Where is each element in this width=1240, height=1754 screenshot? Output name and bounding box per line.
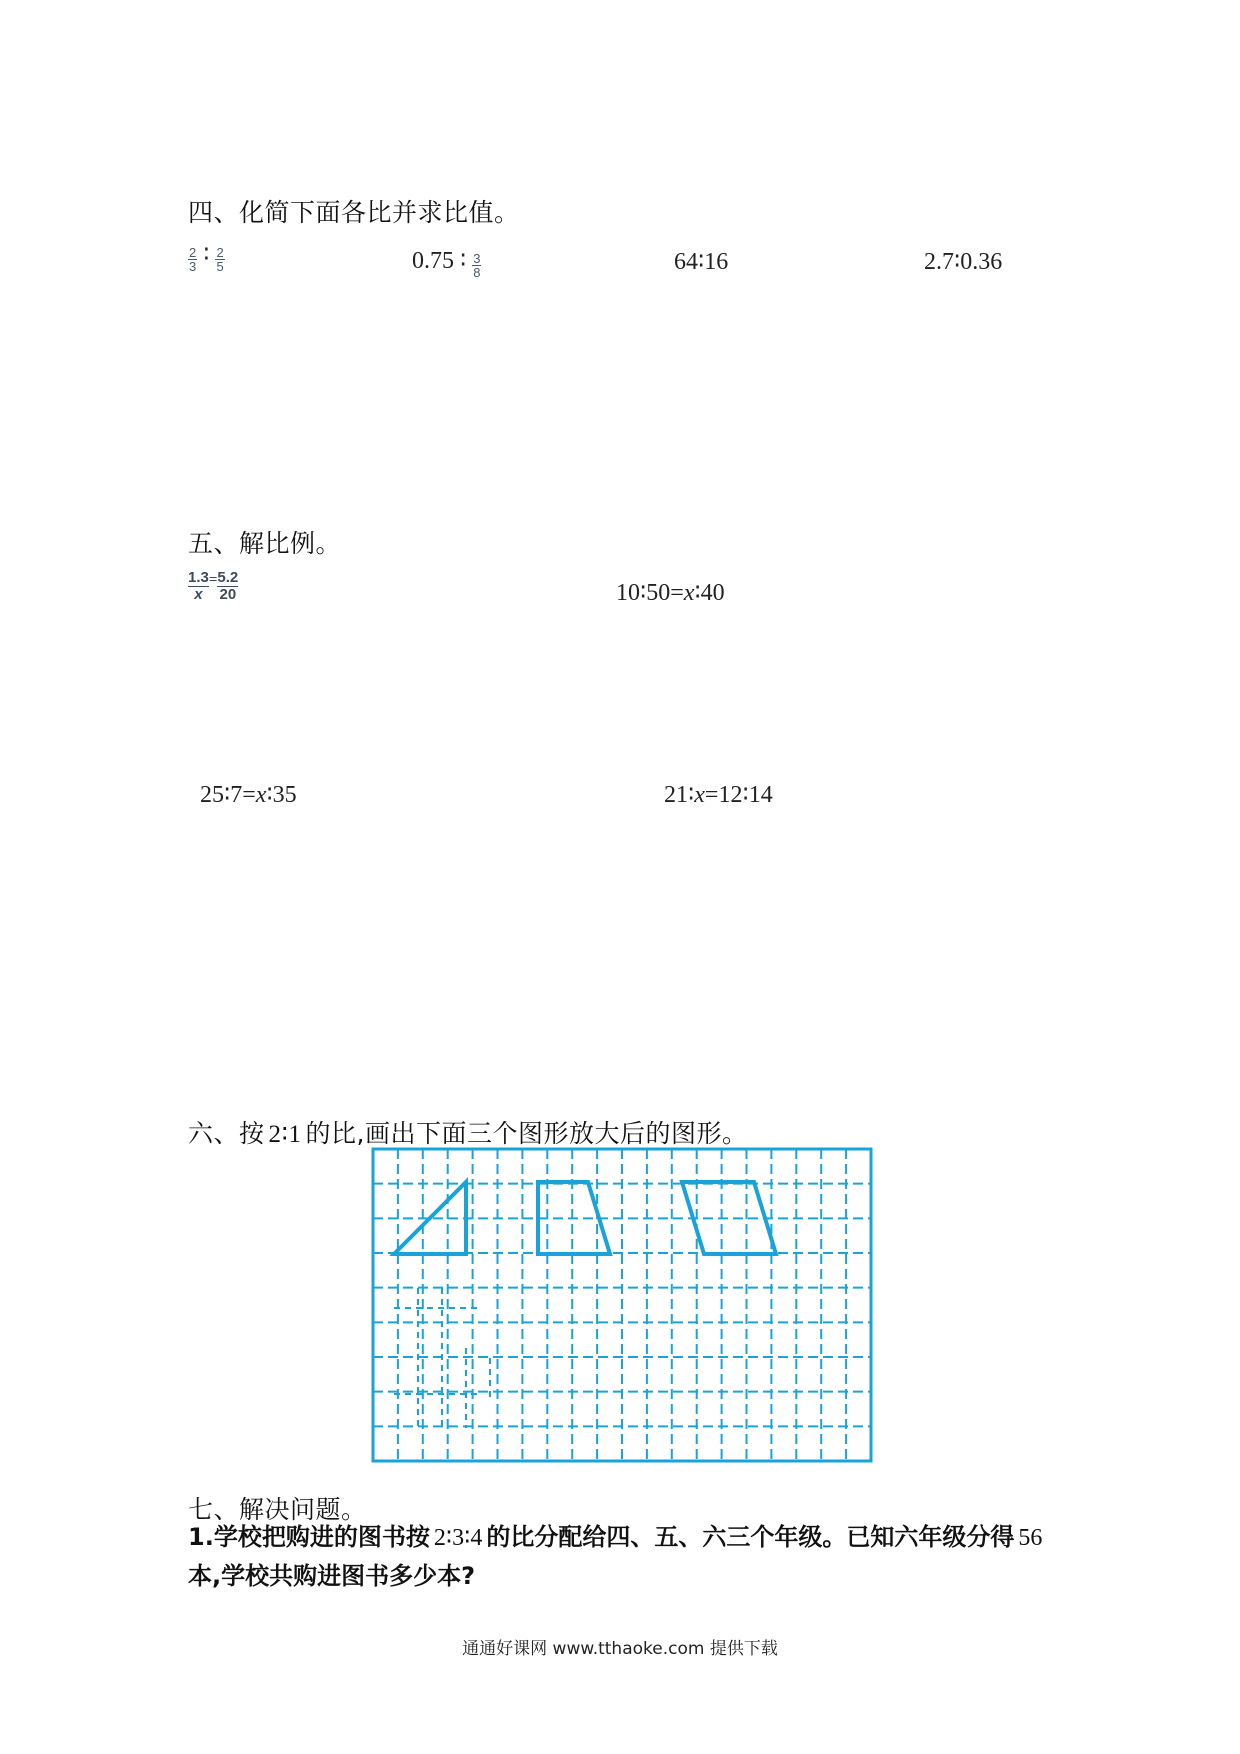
section4-heading: 四、化简下面各比并求比值。 <box>188 198 520 227</box>
fraction-a: $\frac{2}{3}$ <box>189 244 197 274</box>
fraction-b: $\frac{2}{5}$ <box>216 244 224 274</box>
fraction-left: $\frac{1.3}{x}$ <box>188 569 209 603</box>
grid-lines <box>373 1149 871 1461</box>
ratio-item-4: 2.7∶0.36 <box>924 249 1003 275</box>
fraction-b: $\frac{3}{8}$ <box>473 250 481 280</box>
proportion-2: 10∶50=x∶40 <box>616 580 725 606</box>
ratio-item-2: 0.75 ∶ $\frac{3}{8}$ <box>412 248 481 280</box>
ratio-item-1: $\frac{2}{3}$ ∶ $\frac{2}{5}$ <box>189 242 224 274</box>
proportion-3: 25∶7=x∶35 <box>200 782 297 808</box>
section5-heading: 五、解比例。 <box>188 529 342 558</box>
section7-heading: 七、解决问题。 <box>188 1495 367 1524</box>
footer-credit: 通通好课网 www.tthaoke.com 提供下载 <box>462 1639 778 1659</box>
ratio-item-3: 64∶16 <box>674 249 729 275</box>
fraction-right: $\frac{5.2}{20}$ <box>217 569 239 603</box>
section6-heading: 六、按 2∶1 的比,画出下面三个图形放大后的图形。 <box>188 1119 748 1148</box>
drawing-grid <box>372 1148 872 1462</box>
proportion-1: $\frac{1.3}{x}$ = $\frac{5.2}{20}$ <box>188 569 239 603</box>
problem-1: 1.学校把购进的图书按 2∶3∶4 的比分配给四、五、六三个年级。已知六年级分得 56本,学校共购进图书多少本? <box>188 1523 1043 1590</box>
proportion-4: 21∶x=12∶14 <box>664 782 773 808</box>
